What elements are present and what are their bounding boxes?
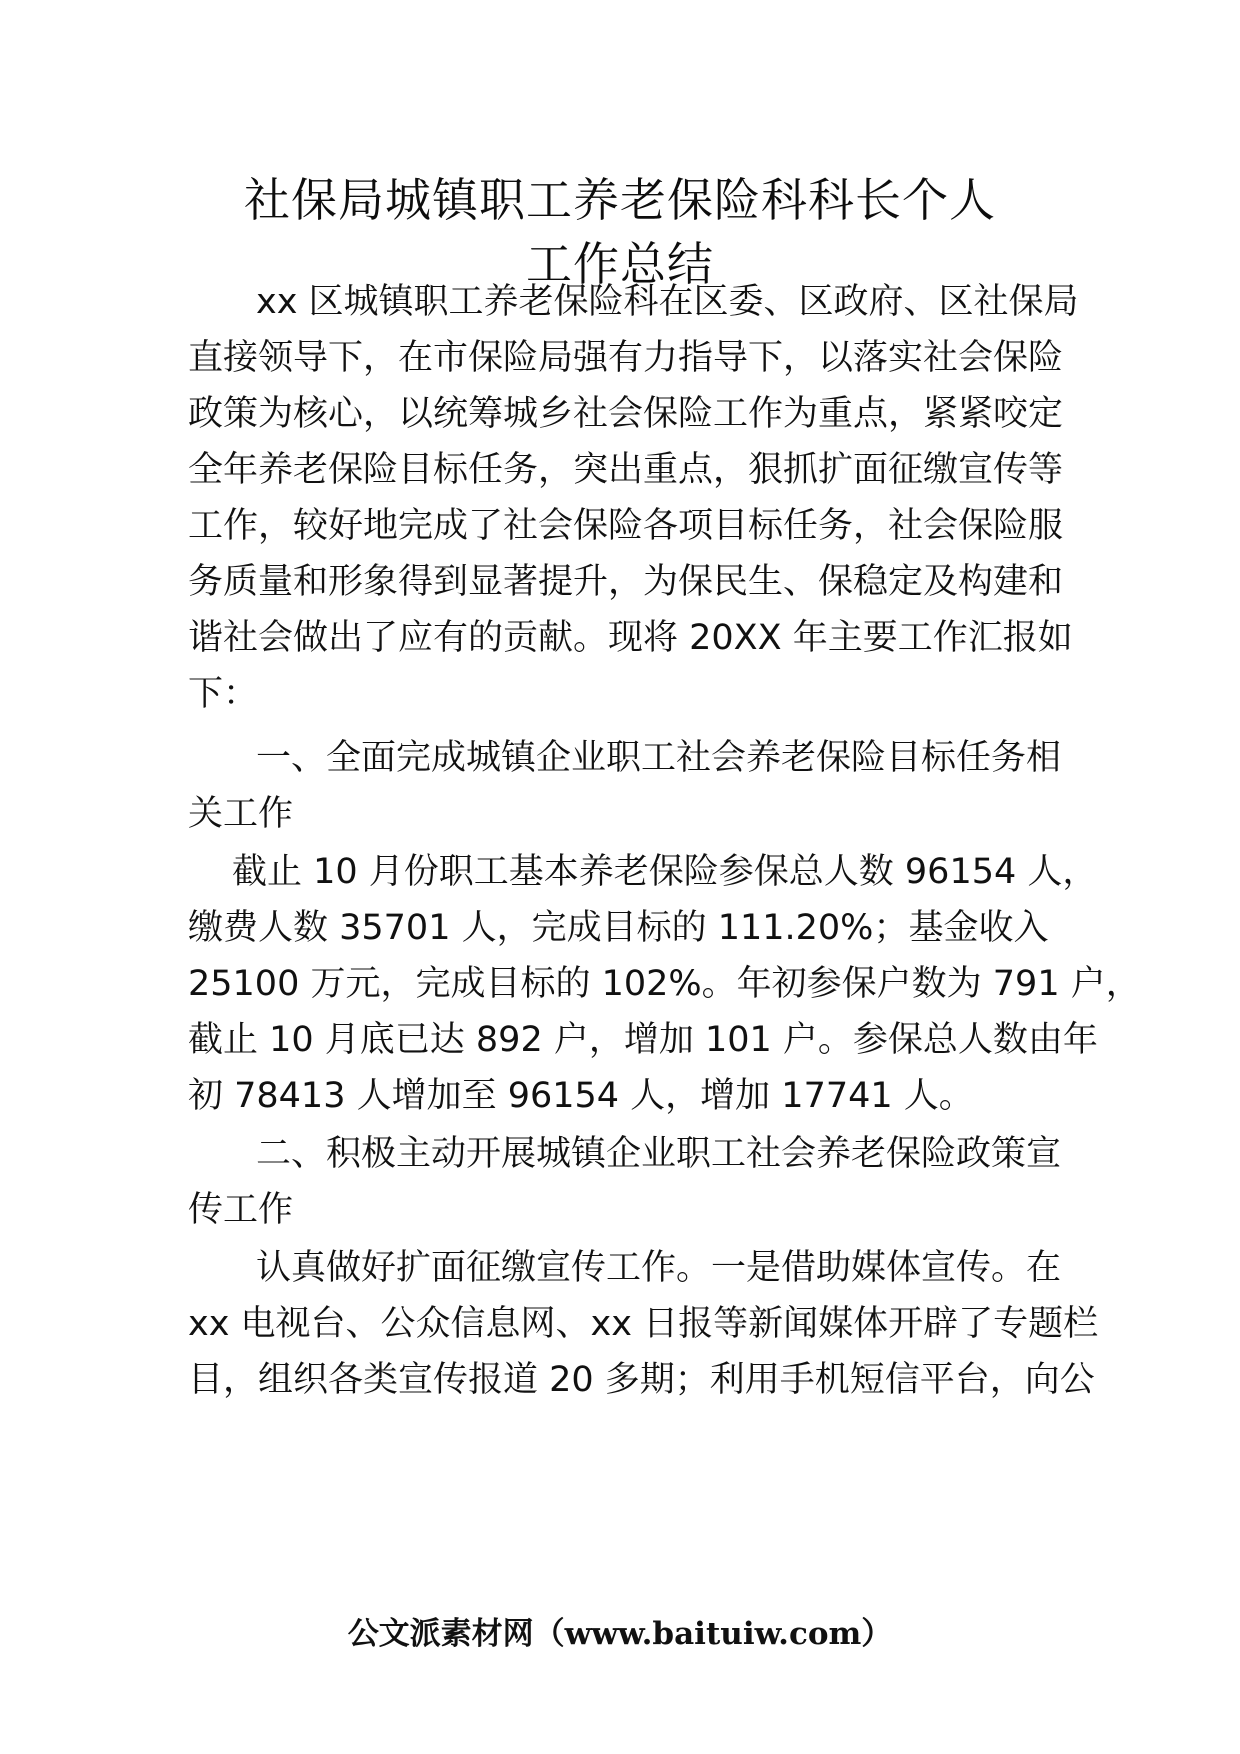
paragraph-1-line-1: xx 区城镇职工养老保险科在区委、区政府、区社保局 xyxy=(256,282,1079,322)
paragraph-3-line-3: 目，组织各类宣传报道 20 多期；利用手机短信平台，向公 xyxy=(188,1360,1095,1400)
document-title-line-1: 社保局城镇职工养老保险科科长个人 xyxy=(244,173,996,227)
paragraph-2-line-5: 初 78413 人增加至 96154 人，增加 17741 人。 xyxy=(188,1076,974,1116)
footer-watermark: 公文派素材网（www.baituiw.com） xyxy=(347,1616,893,1652)
document-title-line-2: 工作总结 xyxy=(526,237,714,291)
paragraph-2-line-1: 截止 10 月份职工基本养老保险参保总人数 96154 人， xyxy=(232,852,1098,892)
section-1-heading-line-1: 一、全面完成城镇企业职工社会养老保险目标任务相 xyxy=(256,738,1062,778)
paragraph-1-line-4: 全年养老保险目标任务，突出重点，狠抓扩面征缴宣传等 xyxy=(188,450,1064,490)
paragraph-1-line-5: 工作，较好地完成了社会保险各项目标任务，社会保险服 xyxy=(188,506,1064,546)
paragraph-1-line-7: 谐社会做出了应有的贡献。现将 20XX 年主要工作汇报如 xyxy=(188,618,1073,658)
paragraph-1-line-6: 务质量和形象得到显著提升，为保民生、保稳定及构建和 xyxy=(188,562,1064,602)
paragraph-3-line-1: 认真做好扩面征缴宣传工作。一是借助媒体宣传。在 xyxy=(256,1248,1062,1288)
paragraph-1-line-2: 直接领导下，在市保险局强有力指导下，以落实社会保险 xyxy=(188,338,1064,378)
paragraph-1-line-3: 政策为核心，以统筹城乡社会保险工作为重点，紧紧咬定 xyxy=(188,394,1064,434)
section-2-heading-line-1: 二、积极主动开展城镇企业职工社会养老保险政策宣 xyxy=(256,1134,1062,1174)
section-1-heading-line-2: 关工作 xyxy=(188,794,294,834)
section-2-heading-line-2: 传工作 xyxy=(188,1190,294,1230)
paragraph-1-line-8: 下： xyxy=(188,674,259,714)
paragraph-2-line-2: 缴费人数 35701 人，完成目标的 111.20%；基金收入 xyxy=(188,908,1049,948)
paragraph-2-line-3: 25100 万元，完成目标的 102%。年初参保户数为 791 户， xyxy=(188,964,1141,1004)
paragraph-2-line-4: 截止 10 月底已达 892 户，增加 101 户。参保总人数由年 xyxy=(188,1020,1098,1060)
paragraph-3-line-2: xx 电视台、公众信息网、xx 日报等新闻媒体开辟了专题栏 xyxy=(188,1304,1099,1344)
